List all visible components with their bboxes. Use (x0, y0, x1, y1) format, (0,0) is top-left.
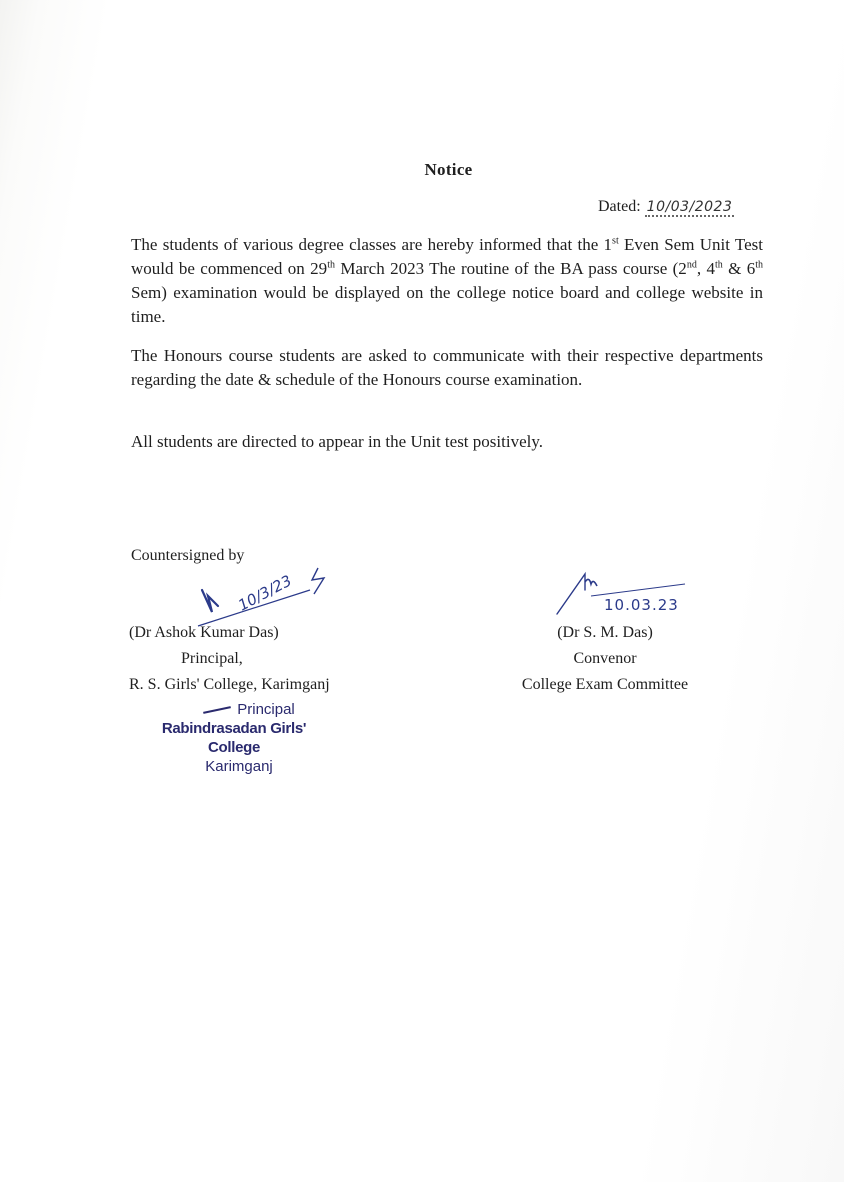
principal-signature-date: 10/3/23 (235, 571, 295, 615)
convenor-signature-date: 10.03.23 (604, 596, 679, 614)
principal-institution: R. S. Girls' College, Karimganj (129, 676, 330, 693)
stamp-line-1-text: Principal (237, 701, 295, 718)
paragraph-3: All students are directed to appear in the Unit test positively. (131, 432, 543, 451)
dated-label: Dated: (598, 198, 641, 215)
p1-text-c: March 2023 The routine of the BA pass course (2 (334, 259, 687, 278)
p1-sup-a: st (612, 235, 619, 247)
p1-sup-d: th (714, 259, 723, 271)
principal-name: (Dr Ashok Kumar Das) (129, 624, 279, 641)
p1-text-f: Sem) examination would be displayed on the college notice board and college website in time. (131, 283, 763, 326)
left-signatory (129, 620, 389, 698)
paragraph-2: The Honours course students are asked to communicate with their respective departments regarding the date & schedule of the Honours course examination. (131, 346, 763, 389)
stamp-line-1 (134, 700, 334, 719)
p1-sup-e: th (755, 259, 763, 271)
stamp-line-2: Rabindrasadan Girls' College (161, 720, 307, 756)
stamp-stroke (203, 706, 231, 714)
p1-text-b: Even Sem Unit Test would be commenced on 29 (131, 235, 763, 278)
convenor-committee: College Exam Committee (521, 676, 689, 693)
dated-value: 10/03/2023 (646, 199, 733, 215)
notice-title-text: Notice (424, 160, 473, 179)
paragraph-1 (131, 233, 763, 329)
p1-sup-b: th (327, 259, 335, 271)
convenor-designation: Convenor (573, 650, 637, 667)
p1-text-d: , 4 (696, 259, 715, 278)
principal-stamp (134, 700, 334, 776)
countersigned-label: Countersigned by (131, 547, 245, 564)
p1-sup-c: nd (686, 259, 697, 271)
principal-designation: Principal, (181, 650, 243, 667)
p1-text-e: & 6 (722, 259, 756, 278)
right-signatory (500, 620, 710, 698)
p1-text-a: The students of various degree classes are hereby informed that the 1 (131, 235, 613, 254)
dated-line (598, 198, 734, 216)
notice-title (0, 160, 844, 180)
convenor-name: (Dr S. M. Das) (557, 624, 653, 641)
stamp-line-3: Karimganj (205, 758, 273, 775)
